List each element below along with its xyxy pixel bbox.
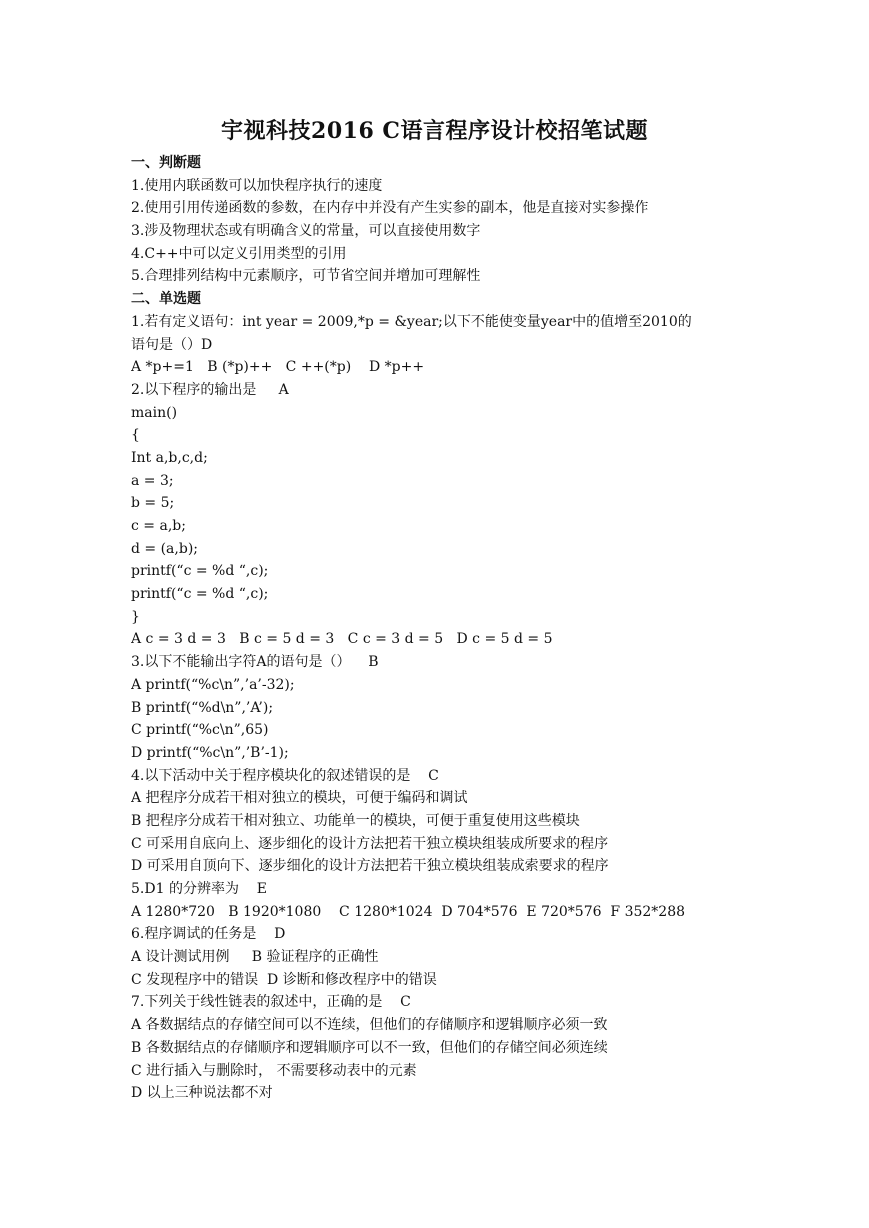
question-line: 2.以下程序的输出是 A [131,381,289,398]
question-line: A 各数据结点的存储空间可以不连续，但他们的存储顺序和逻辑顺序必须一致 [131,1017,608,1034]
question-line: } [131,608,140,625]
question-line: 7.下列关于线性链表的叙述中，正确的是 C [131,994,411,1011]
question-line: A 把程序分成若干相对独立的模块，可便于编码和调试 [131,790,468,807]
question-line: 5.D1 的分辨率为 E [131,881,267,897]
question-line: A 设计测试用例 B 验证程序的正确性 [131,949,379,966]
judgment-item: 1.使用内联函数可以加快程序执行的速度 [131,177,383,194]
question-line: b = 5; [131,495,175,512]
question-line: 1.若有定义语句：int year = 2009,*p = &year;以下不能使变量year中的值增至2010的 [131,313,692,330]
judgment-item: 3.涉及物理状态或有明确含义的常量，可以直接使用数字 [131,223,481,240]
section-heading-judgment: 一、判断题 [131,155,201,171]
question-line: C 进行插入与删除时， 不需要移动表中的元素 [131,1062,417,1079]
question-line: a = 3; [131,472,174,489]
question-line: A *p+=1 B (*p)++ C ++(*p) D *p++ [131,359,425,376]
document-title: 宇视科技2016 C语言程序设计校招笔试题 [221,118,648,144]
section-heading-single-choice: 二、单选题 [131,291,201,308]
question-line: main() [131,404,178,421]
question-line: d = (a,b); [131,540,198,557]
question-line: B 各数据结点的存储顺序和逻辑顺序可以不一致，但他们的存储空间必须连续 [131,1039,608,1056]
question-line: B 把程序分成若干相对独立、功能单一的模块，可便于重复使用这些模块 [131,812,580,829]
question-line: C 可采用自底向上、逐步细化的设计方法把若干独立模块组装成所要求的程序 [131,835,609,852]
question-line: c = a,b; [131,518,186,534]
question-line: C printf(“%c\n”,65) [131,722,269,739]
question-line: 6.程序调试的任务是 D [131,926,286,943]
judgment-item: 2.使用引用传递函数的参数，在内存中并没有产生实参的副本，他是直接对实参操作 [131,200,649,217]
document-body [131,152,771,1105]
question-line: A printf(“%c\n”,’a’-32); [131,676,295,693]
question-line: B printf(“%d\n”,’A’); [131,699,274,716]
judgment-item: 5.合理排列结构中元素顺序，可节省空间并增加可理解性 [131,268,481,285]
question-line: A c = 3 d = 3 B c = 5 d = 3 C c = 3 d = 5 D c = 5 d = 5 [131,631,553,648]
judgment-item: 4.C++中可以定义引用类型的引用 [131,245,347,262]
question-line: D 可采用自顶向下、逐步细化的设计方法把若干独立模块组装成索要求的程序 [131,858,609,875]
question-line: Int a,b,c,d; [131,449,208,466]
question-line: C 发现程序中的错误 D 诊断和修改程序中的错误 [131,971,437,988]
question-line: printf(“c = %d “,c); [131,586,269,603]
question-line: A 1280*720 B 1920*1080 C 1280*1024 D 704*576 E 720*576 F 352*288 [131,903,686,920]
question-line: D 以上三种说法都不对 [131,1085,273,1102]
question-line: { [131,427,140,444]
question-line: 4.以下活动中关于程序模块化的叙述错误的是 C [131,767,439,784]
question-line: D printf(“%c\n”,’B’-1); [131,744,289,761]
question-line: 3.以下不能输出字符A的语句是（） B [131,654,379,671]
question-line: 语句是（）D [131,336,213,353]
question-line: printf(“c = %d “,c); [131,563,269,580]
